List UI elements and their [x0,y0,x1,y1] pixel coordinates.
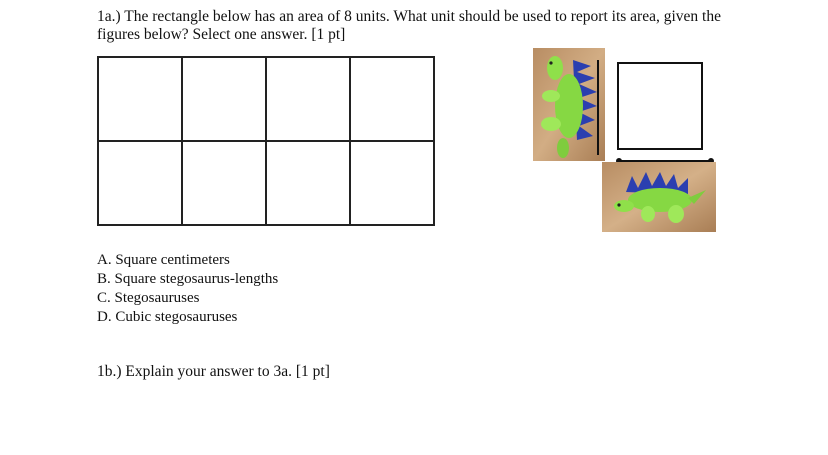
length-marker-vertical [596,60,600,155]
grid-cell [266,57,350,141]
answer-choice-b[interactable]: B. Square stegosaurus-lengths [97,271,279,287]
answer-choices [97,251,278,327]
grid-cell [350,57,434,141]
grid-cell [182,57,266,141]
answer-choice-a[interactable]: A. Square centimeters [97,252,230,268]
answer-choice-d[interactable]: D. Cubic stegosauruses [97,309,238,325]
grid-cell [266,141,350,225]
question-1b-text: 1b.) Explain your answer to 3a. [1 pt] [97,363,330,380]
answer-choice-c[interactable]: C. Stegosauruses [97,290,200,306]
grid-cell [350,141,434,225]
grid-cell [182,141,266,225]
unit-square [617,62,703,150]
stegosaurus-photo-horizontal [602,162,716,232]
stegosaurus-photo-vertical [533,48,605,161]
rectangle-grid [97,56,435,226]
grid-cell [98,141,182,225]
grid-cell [98,57,182,141]
question-1a-text: 1a.) The rectangle below has an area of 8 units. What unit should be used to report its area, given the figures below? Select one answer. [1 pt] [97,8,721,43]
